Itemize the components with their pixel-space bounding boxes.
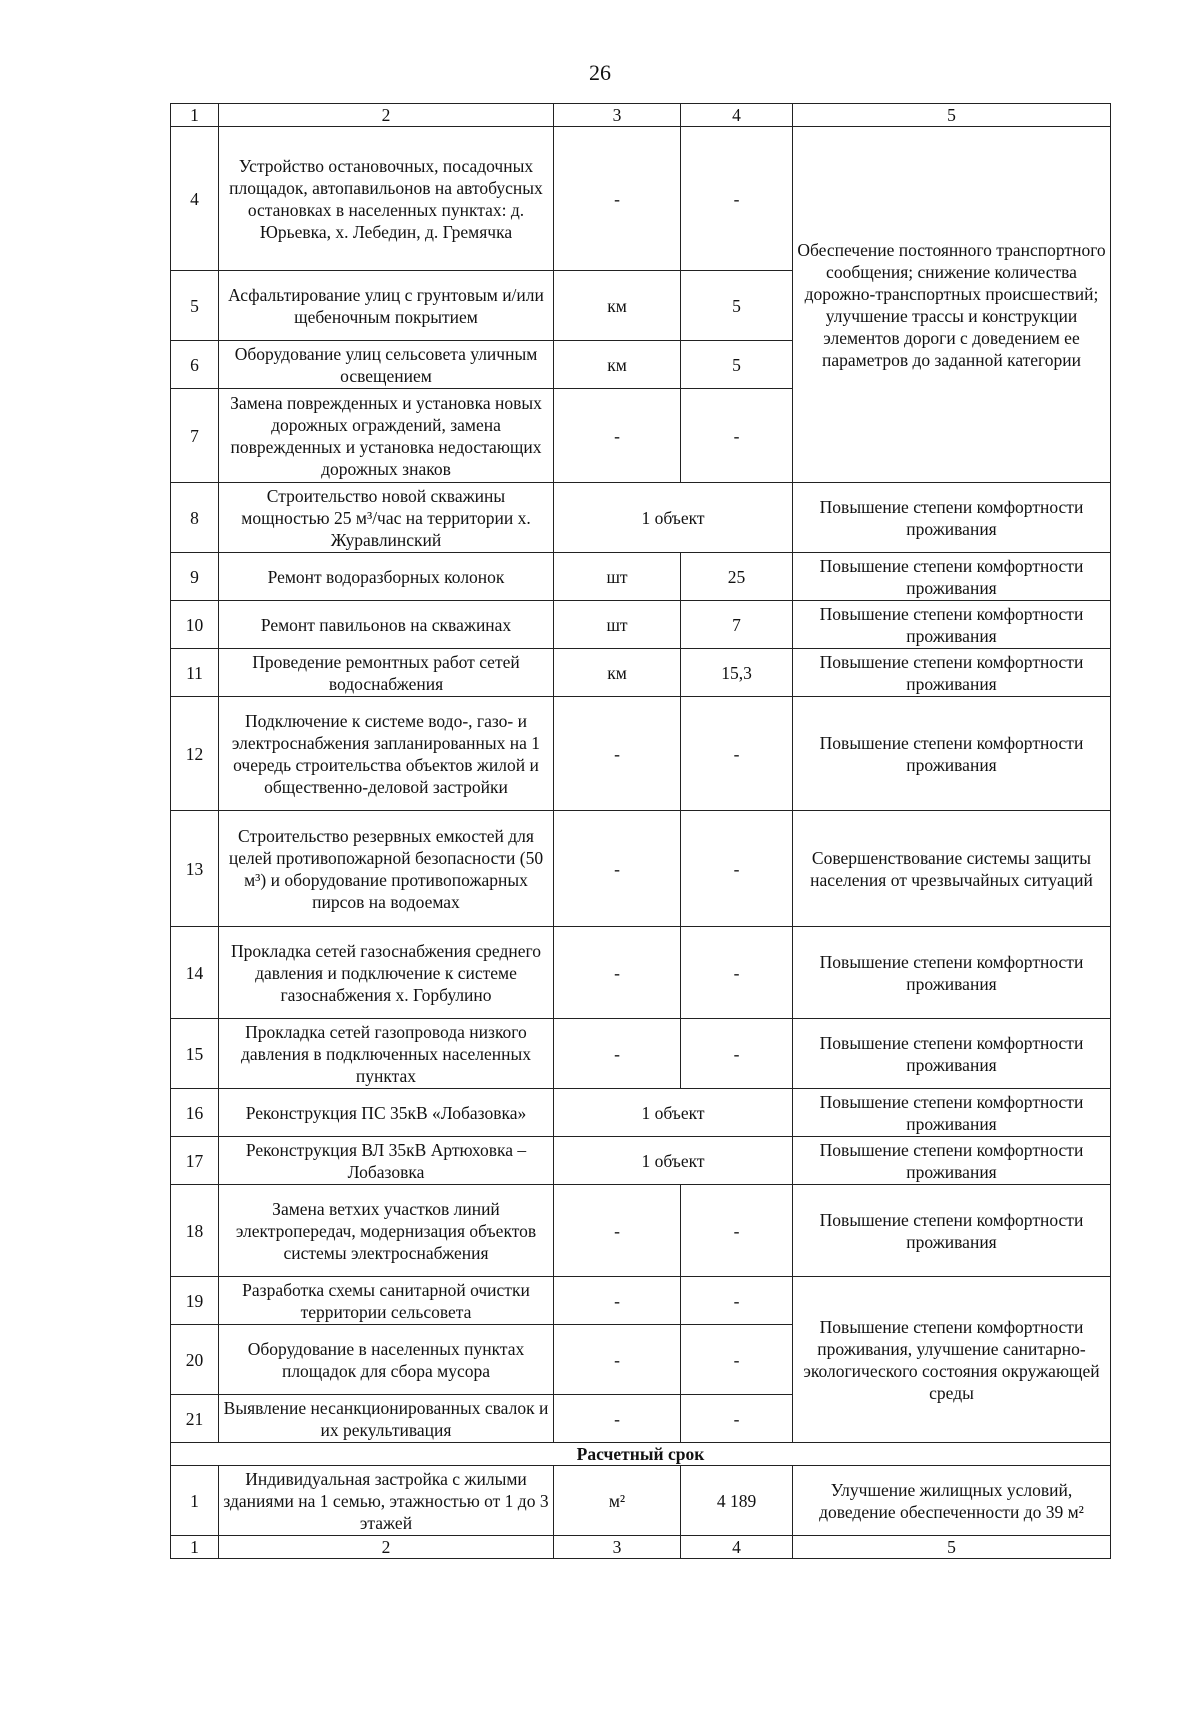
- row-qty: 15,3: [681, 649, 793, 697]
- row-number: 5: [171, 271, 219, 341]
- row-qty: -: [681, 1277, 793, 1325]
- row-name: Замена поврежденных и установка новых дорожных ограждений, замена поврежденных и установка недостающих дорожных знаков: [219, 389, 554, 483]
- row-qty: 7: [681, 601, 793, 649]
- row-unit: -: [554, 127, 681, 271]
- plan-table: [170, 103, 1111, 1559]
- row-name: Разработка схемы санитарной очистки территории сельсовета: [219, 1277, 554, 1325]
- row-unit: шт: [554, 601, 681, 649]
- header-cell: 5: [793, 104, 1111, 127]
- footer-cell: 4: [681, 1536, 793, 1559]
- row-number: 18: [171, 1185, 219, 1277]
- row-number: 8: [171, 483, 219, 553]
- row-number: 12: [171, 697, 219, 811]
- header-cell: 4: [681, 104, 793, 127]
- page-number: 26: [589, 60, 611, 85]
- footer-cell: 2: [219, 1536, 554, 1559]
- row-name: Строительство резервных емкостей для целей противопожарной безопасности (50 м³) и оборудование противопожарных пирсов на водоемах: [219, 811, 554, 927]
- row-number: 13: [171, 811, 219, 927]
- row-result: Совершенствование системы защиты населения от чрезвычайных ситуаций: [793, 811, 1111, 927]
- row-result: Повышение степени комфортности проживания: [793, 483, 1111, 553]
- row-name: Прокладка сетей газопровода низкого давления в подключенных населенных пунктах: [219, 1019, 554, 1089]
- row-qty: 4 189: [681, 1466, 793, 1536]
- row-name: Оборудование улиц сельсовета уличным освещением: [219, 341, 554, 389]
- table-row: [171, 927, 1111, 1019]
- table-row: [171, 649, 1111, 697]
- row-number: 11: [171, 649, 219, 697]
- row-number: 1: [171, 1466, 219, 1536]
- row-unit: -: [554, 1019, 681, 1089]
- row-name: Устройство остановочных, посадочных площадок, автопавильонов на автобусных остановках в населенных пунктах: д. Юрьевка, х. Лебедин, д. Гремячка: [219, 127, 554, 271]
- row-qty: 5: [681, 271, 793, 341]
- row-qty: 5: [681, 341, 793, 389]
- row-result: Повышение степени комфортности проживания: [793, 1019, 1111, 1089]
- row-qty: -: [681, 1185, 793, 1277]
- row-result: Повышение степени комфортности проживания: [793, 1137, 1111, 1185]
- header-cell: 1: [171, 104, 219, 127]
- row-result: Повышение степени комфортности проживания: [793, 697, 1111, 811]
- row-name: Строительство новой скважины мощностью 25 м³/час на территории х. Журавлинский: [219, 483, 554, 553]
- row-unit: км: [554, 271, 681, 341]
- table-row: [171, 811, 1111, 927]
- row-number: 16: [171, 1089, 219, 1137]
- table-row: [171, 1185, 1111, 1277]
- row-qty: -: [681, 1019, 793, 1089]
- row-qty: -: [681, 697, 793, 811]
- row-name: Ремонт павильонов на скважинах: [219, 601, 554, 649]
- row-name: Подключение к системе водо-, газо- и электроснабжения запланированных на 1 очередь строительства объектов жилой и общественно-деловой застройки: [219, 697, 554, 811]
- row-name: Оборудование в населенных пунктах площадок для сбора мусора: [219, 1325, 554, 1395]
- table-row: [171, 697, 1111, 811]
- row-number: 14: [171, 927, 219, 1019]
- table-row: [171, 1089, 1111, 1137]
- header-cell: 2: [219, 104, 554, 127]
- section-title: Расчетный срок: [171, 1443, 1111, 1466]
- table-row: [171, 483, 1111, 553]
- row-number: 15: [171, 1019, 219, 1089]
- row-name: Выявление несанкционированных свалок и их рекультивация: [219, 1395, 554, 1443]
- row-qty: -: [681, 811, 793, 927]
- row-name: Реконструкция ПС 35кВ «Лобазовка»: [219, 1089, 554, 1137]
- table-row: [171, 1277, 1111, 1325]
- section-row: [171, 1443, 1111, 1466]
- row-number: 20: [171, 1325, 219, 1395]
- row-number: 10: [171, 601, 219, 649]
- row-number: 19: [171, 1277, 219, 1325]
- row-qty: -: [681, 1395, 793, 1443]
- row-number: 21: [171, 1395, 219, 1443]
- row-merged-value: 1 объект: [554, 483, 793, 553]
- row-result-transport: Обеспечение постоянного транспортного сообщения; снижение количества дорожно-транспортных происшествий; улучшение трассы и конструкции элементов дороги с доведением ее параметров до заданной категории: [793, 127, 1111, 483]
- row-qty: -: [681, 127, 793, 271]
- row-name: Проведение ремонтных работ сетей водоснабжения: [219, 649, 554, 697]
- row-unit: км: [554, 341, 681, 389]
- row-name: Ремонт водоразборных колонок: [219, 553, 554, 601]
- row-result: Повышение степени комфортности проживания: [793, 601, 1111, 649]
- table-footer-row: [171, 1536, 1111, 1559]
- row-unit: -: [554, 1325, 681, 1395]
- table-row: [171, 1019, 1111, 1089]
- footer-cell: 5: [793, 1536, 1111, 1559]
- row-qty: -: [681, 389, 793, 483]
- row-qty: -: [681, 1325, 793, 1395]
- table-row: [171, 553, 1111, 601]
- row-result: Повышение степени комфортности проживания: [793, 1089, 1111, 1137]
- row-unit: -: [554, 811, 681, 927]
- row-name: Асфальтирование улиц с грунтовым и/или щебеночным покрытием: [219, 271, 554, 341]
- row-unit: м²: [554, 1466, 681, 1536]
- row-unit: -: [554, 1395, 681, 1443]
- row-number: 4: [171, 127, 219, 271]
- header-cell: 3: [554, 104, 681, 127]
- row-unit: -: [554, 1185, 681, 1277]
- table-row: [171, 601, 1111, 649]
- table-row: [171, 1466, 1111, 1536]
- row-number: 6: [171, 341, 219, 389]
- row-unit: шт: [554, 553, 681, 601]
- row-merged-value: 1 объект: [554, 1137, 793, 1185]
- row-name: Реконструкция ВЛ 35кВ Артюховка – Лобазовка: [219, 1137, 554, 1185]
- row-name: Индивидуальная застройка с жилыми зданиями на 1 семью, этажностью от 1 до 3 этажей: [219, 1466, 554, 1536]
- row-unit: км: [554, 649, 681, 697]
- row-number: 9: [171, 553, 219, 601]
- table-header-row: [171, 104, 1111, 127]
- row-result: Повышение степени комфортности проживания: [793, 649, 1111, 697]
- row-unit: -: [554, 389, 681, 483]
- footer-cell: 3: [554, 1536, 681, 1559]
- row-name: Прокладка сетей газоснабжения среднего давления и подключение к системе газоснабжения х. Горбулино: [219, 927, 554, 1019]
- row-qty: 25: [681, 553, 793, 601]
- row-merged-value: 1 объект: [554, 1089, 793, 1137]
- row-name: Замена ветхих участков линий электропередач, модернизация объектов системы электроснабжения: [219, 1185, 554, 1277]
- row-number: 17: [171, 1137, 219, 1185]
- row-qty: -: [681, 927, 793, 1019]
- footer-cell: 1: [171, 1536, 219, 1559]
- row-unit: -: [554, 1277, 681, 1325]
- row-result: Повышение степени комфортности проживания: [793, 553, 1111, 601]
- row-unit: -: [554, 697, 681, 811]
- row-number: 7: [171, 389, 219, 483]
- table-row: [171, 1137, 1111, 1185]
- row-result: Повышение степени комфортности проживания: [793, 1185, 1111, 1277]
- row-result: Улучшение жилищных условий, доведение обеспеченности до 39 м²: [793, 1466, 1111, 1536]
- row-result-sanitary: Повышение степени комфортности проживания, улучшение санитарно-экологического состояния окружающей среды: [793, 1277, 1111, 1443]
- row-result: Повышение степени комфортности проживания: [793, 927, 1111, 1019]
- table-row: [171, 127, 1111, 271]
- row-unit: -: [554, 927, 681, 1019]
